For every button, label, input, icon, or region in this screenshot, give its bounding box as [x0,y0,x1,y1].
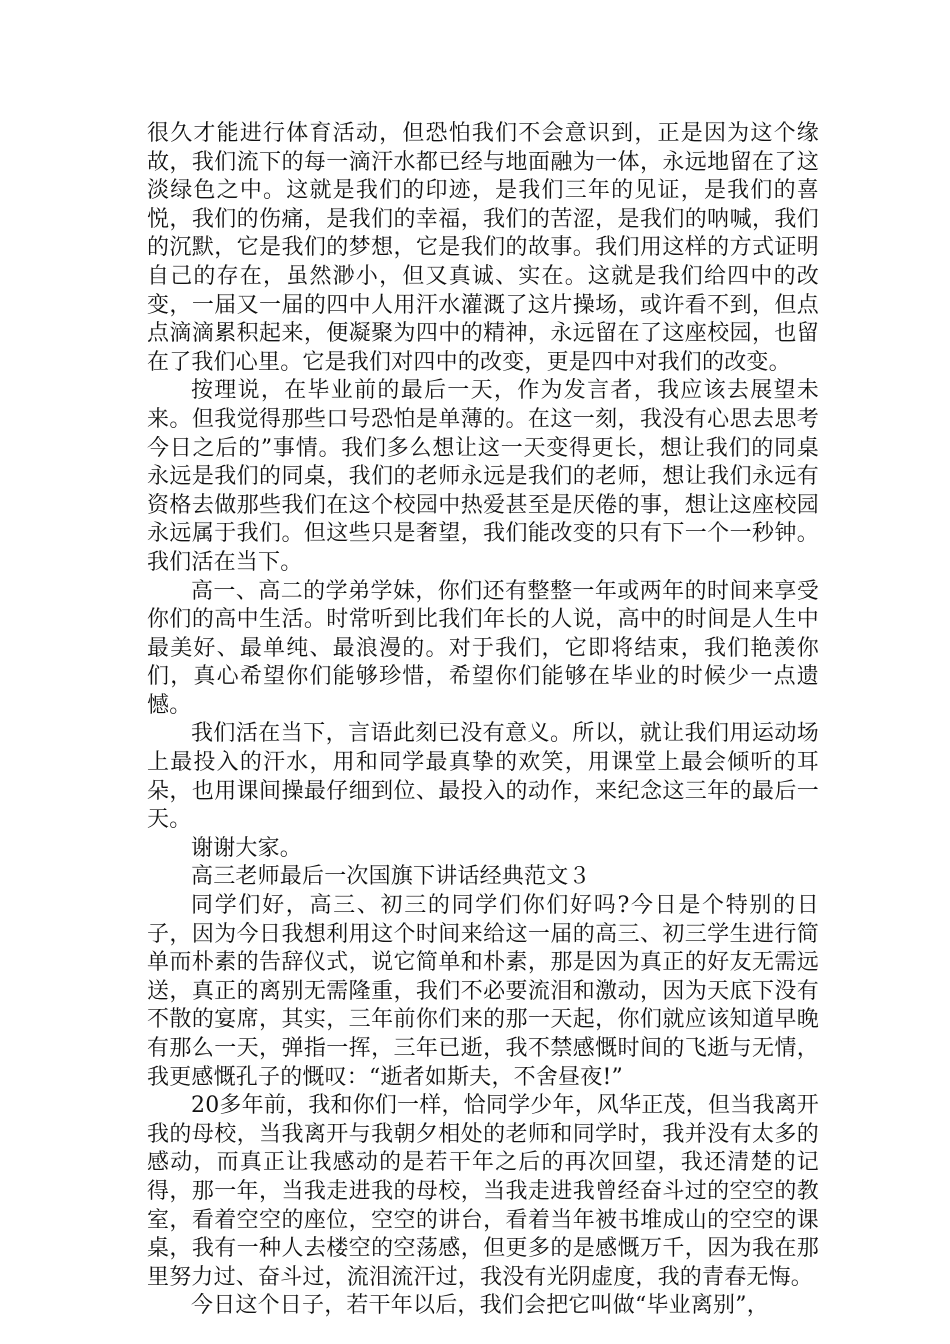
section-heading: 高三老师最后一次国旗下讲话经典范文３ [191,864,591,890]
paragraph-7: 今日这个日子，若干年以后，我们会把它叫做“毕业离别”， [191,1293,769,1319]
paragraph-1: 很久才能进行体育活动，但恐怕我们不会意识到，正是因为这个缘故，我们流下的每一滴汗水都已经与地面融为一体，永远地留在了这淡绿色之中。这就是我们的印迹，是我们三年的见证，是我们的喜悦，我们的伤痛，是我们的幸福，我们的苦涩，是我们的呐喊，我们的沉默，它是我们的梦想，它是我们的故事。我们用这样的方式证明自己的存在，虽然渺小，但又真诚、实在。这就是我们给四中的改变，一届又一届的四中人用汗水灌溉了这片操场，或许看不到，但点点滴滴累积起来，便凝聚为四中的精神，永远留在了这座校园，也留在了我们心里。它是我们对四中的改变，更是四中对我们的改变。 [147,121,819,375]
paragraph-5: 同学们好，高三、初三的同学们你们好吗?今日是个特别的日子，因为今日我想利用这个时间来给这一届的高三、初三学生进行简单而朴素的告辞仪式，说它简单和朴素，那是因为真正的好友无需远送，真正的离别无需隆重，我们不必要流泪和激动，因为天底下没有不散的宴席，其实，三年前你们来的那一天起，你们就应该知道早晚有那么一天，弹指一挥，三年已逝，我不禁感慨时间的飞逝与无情，我更感慨孔子的慨叹：“逝者如斯夫，不舍昼夜!” [147,893,819,1090]
paragraph-3: 高一、高二的学弟学妹，你们还有整整一年或两年的时间来享受你们的高中生活。时常听到比我们年长的人说，高中的时间是人生中最美好、最单纯、最浪漫的。对于我们，它即将结束，我们艳羡你们，真心希望你们能够珍惜，希望你们能够在毕业的时候少一点遗憾。 [147,578,819,718]
paragraph-thanks: 谢谢大家。 [191,835,303,861]
document-body [147,120,819,1321]
paragraph-2: 按理说，在毕业前的最后一天，作为发言者，我应该去展望未来。但我觉得那些口号恐怕是单薄的。在这一刻，我没有心思去思考今日之后的”事情。我们多么想让这一天变得更长，想让我们的同桌永远是我们的同桌，我们的老师永远是我们的老师，想让我们永远有资格去做那些我们在这个校园中热爱甚至是厌倦的事，想让这座校园永远属于我们。但这些只是奢望，我们能改变的只有下一个一秒钟。我们活在当下。 [147,378,819,575]
paragraph-6: 20多年前，我和你们一样，恰同学少年，风华正茂，但当我离开我的母校，当我离开与我朝夕相处的老师和同学时，我并没有太多的感动，而真正让我感动的是若干年之后的再次回望，我还清楚的记得，那一年，当我走进我的母校，当我走进我曾经奋斗过的空空的教室，看着空空的座位，空空的讲台，看着当年被书堆成山的空空的课桌，我有一种人去楼空的空荡感，但更多的是感慨万千，因为我在那里努力过、奋斗过，流泪流汗过，我没有光阴虚度，我的青春无悔。 [147,1093,819,1290]
paragraph-4: 我们活在当下，言语此刻已没有意义。所以，就让我们用运动场上最投入的汗水，用和同学最真挚的欢笑，用课堂上最会倾听的耳朵，也用课间操最仔细到位、最投入的动作，来纪念这三年的最后一天。 [147,721,819,833]
